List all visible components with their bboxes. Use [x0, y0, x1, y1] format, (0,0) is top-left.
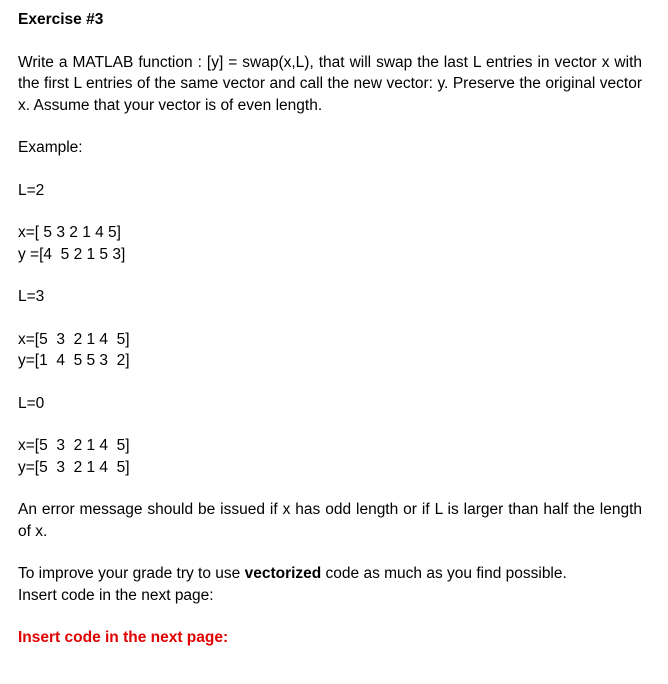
vectorized-keyword: vectorized — [244, 565, 322, 582]
spacer — [18, 542, 642, 563]
example-1-x-vector: x=[ 5 3 2 1 4 5] — [18, 224, 121, 241]
insert-code-highlight: Insert code in the next page: — [18, 629, 229, 646]
example-2-y-vector: y=[1 4 5 5 3 2] — [18, 352, 130, 369]
example-3-x-vector: x=[5 3 2 1 4 5] — [18, 437, 130, 454]
vectorized-tip — [18, 563, 642, 585]
vectorized-tip-after: code as much as you find possible. — [321, 565, 567, 582]
spacer — [18, 308, 642, 329]
example-2-x-vector: x=[5 3 2 1 4 5] — [18, 330, 130, 348]
spacer — [18, 606, 642, 627]
example-3-l-value: L=0 — [18, 394, 45, 412]
exercise-description: Write a MATLAB function : [y] = swap(x,L), that will swap the last L entries in vector x with the first L entries of the same vector and call the new vector: y. Preserve the original vector x. Assume that your vector is of even length. — [18, 53, 642, 114]
example-2-l-value: L=3 — [18, 288, 45, 305]
spacer — [18, 478, 642, 499]
vectorized-tip-before: To improve your grade try to use — [18, 565, 245, 582]
spacer — [18, 31, 642, 52]
spacer — [18, 372, 642, 393]
insert-code-instruction: Insert code in the next page: — [18, 586, 214, 604]
error-requirement: An error message should be issued if x has odd length or if L is larger than half the length of x. — [18, 501, 642, 540]
example-1-l-value: L=2 — [18, 181, 45, 199]
example-label: Example: — [18, 139, 83, 156]
example-3-y-vector: y=[5 3 2 1 4 5] — [18, 458, 130, 476]
spacer — [18, 414, 642, 435]
spacer — [18, 116, 642, 137]
exercise-title: Exercise #3 — [18, 11, 104, 28]
spacer — [18, 201, 642, 222]
spacer — [18, 159, 642, 180]
example-1-y-vector: y =[4 5 2 1 5 3] — [18, 245, 126, 263]
spacer — [18, 265, 642, 286]
